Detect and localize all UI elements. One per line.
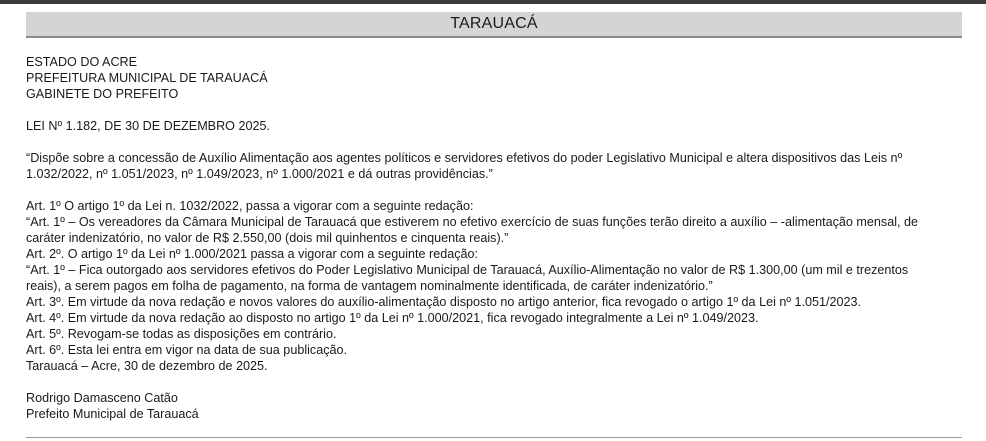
article-5: Art. 5º. Revogam-se todas as disposições em contrário. <box>26 327 337 341</box>
article-1-intro: Art. 1º O artigo 1º da Lei n. 1032/2022, passa a vigorar com a seguinte redação: <box>26 199 474 213</box>
signatory-name: Rodrigo Damasceno Catão <box>26 391 178 405</box>
article-1-text-line-1: “Art. 1º – Os vereadores da Câmara Municipal de Tarauacá que estiverem no efetivo exercício de suas funções terão direito a auxílio – -alimentação mensal, de <box>26 215 918 229</box>
place-date: Tarauacá – Acre, 30 de dezembro de 2025. <box>26 359 268 373</box>
bottom-rule <box>26 437 962 438</box>
issuer-prefecture: PREFEITURA MUNICIPAL DE TARAUACÁ <box>26 71 268 85</box>
article-3: Art. 3º. Em virtude da nova redação e novos valores do auxílio-alimentação disposto no artigo anterior, fica revogado o artigo 1º da Lei nº 1.051/2023. <box>26 295 861 309</box>
issuer-office: GABINETE DO PREFEITO <box>26 87 179 101</box>
document-body <box>26 54 966 422</box>
signatory-role: Prefeito Municipal de Tarauacá <box>26 407 199 421</box>
law-summary-line-1: “Dispõe sobre a concessão de Auxílio Alimentação aos agentes políticos e servidores efetivos do poder Legislativo Municipal e altera dispositivos das Leis nº <box>26 151 903 165</box>
article-6: Art. 6º. Esta lei entra em vigor na data de sua publicação. <box>26 343 348 357</box>
section-header <box>26 12 962 38</box>
issuer-state: ESTADO DO ACRE <box>26 55 138 69</box>
top-rule <box>0 0 986 4</box>
law-summary-line-2: 1.032/2022, nº 1.051/2023, nº 1.049/2023, nº 1.000/2021 e dá outras providências.” <box>26 167 493 181</box>
article-2-intro: Art. 2º. O artigo 1º da Lei nº 1.000/2021 passa a vigorar com a seguinte redação: <box>26 247 479 261</box>
article-1-text-line-2: caráter indenizatório, no valor de R$ 2.550,00 (dois mil quinhentos e cinquenta reais).” <box>26 231 509 245</box>
section-title: TARAUACÁ <box>450 15 538 32</box>
law-title: LEI Nº 1.182, DE 30 DE DEZEMBRO 2025. <box>26 119 270 133</box>
article-2-text-line-2: reais), a serem pagos em folha de pagamento, na forma de vantagem nominalmente identificada, de caráter indenizatório.” <box>26 279 713 293</box>
article-2-text-line-1: “Art. 1º – Fica outorgado aos servidores efetivos do Poder Legislativo Municipal de Tarauacá, Auxílio-Alimentação no valor de R$ 1.300,00 (um mil e trezentos <box>26 263 909 277</box>
article-4: Art. 4º. Em virtude da nova redação ao disposto no artigo 1º da Lei nº 1.000/2021, fica revogado integralmente a Lei nº 1.049/2023. <box>26 311 759 325</box>
